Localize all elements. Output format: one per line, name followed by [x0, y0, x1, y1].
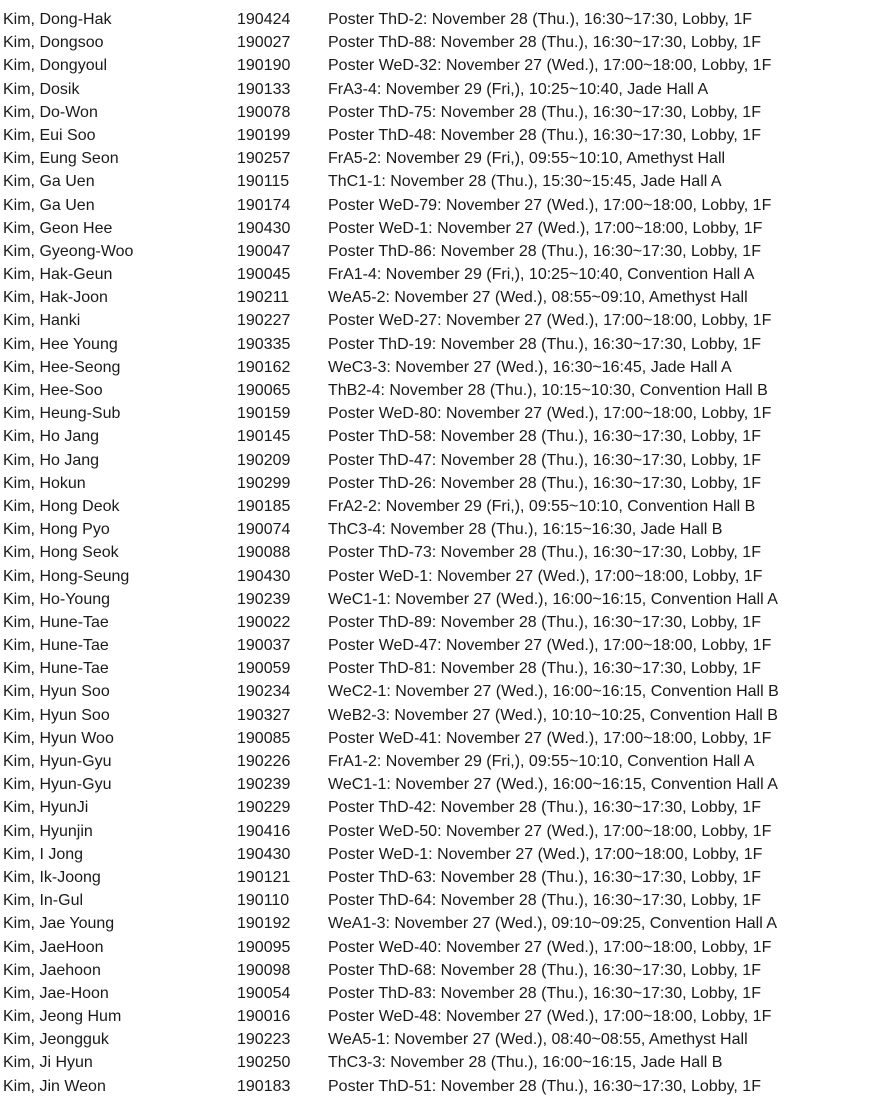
- session-info: Poster ThD-68: November 28 (Thu.), 16:30~17:30, Lobby, 1F: [328, 961, 761, 979]
- paper-id: 190098: [237, 961, 291, 979]
- session-info: WeC3-3: November 27 (Wed.), 16:30~16:45, Jade Hall A: [328, 358, 732, 376]
- author-name: Kim, HyunJi: [3, 799, 89, 817]
- session-info: Poster ThD-48: November 28 (Thu.), 16:30~17:30, Lobby, 1F: [328, 126, 761, 144]
- session-info: WeB2-3: November 27 (Wed.), 10:10~10:25, Convention Hall B: [328, 706, 778, 724]
- session-info: Poster WeD-48: November 27 (Wed.), 17:00~18:00, Lobby, 1F: [328, 1008, 772, 1026]
- table-row: [0, 333, 880, 356]
- paper-id: 190430: [237, 845, 291, 863]
- author-name: Kim, Hanki: [3, 312, 81, 330]
- author-name: Kim, Ik-Joong: [3, 868, 101, 886]
- table-row: [0, 1005, 880, 1028]
- session-info: Poster WeD-80: November 27 (Wed.), 17:00~18:00, Lobby, 1F: [328, 405, 772, 423]
- author-name: Kim, Jin Weon: [3, 1077, 106, 1095]
- table-row: [0, 912, 880, 935]
- table-row: [0, 611, 880, 634]
- session-info: Poster ThD-26: November 28 (Thu.), 16:30~17:30, Lobby, 1F: [328, 474, 761, 492]
- paper-id: 190183: [237, 1077, 291, 1095]
- session-info: Poster ThD-51: November 28 (Thu.), 16:30~17:30, Lobby, 1F: [328, 1077, 761, 1095]
- table-row: [0, 124, 880, 147]
- paper-id: 190416: [237, 822, 291, 840]
- session-info: Poster ThD-58: November 28 (Thu.), 16:30~17:30, Lobby, 1F: [328, 428, 761, 446]
- paper-id: 190227: [237, 312, 291, 330]
- session-info: Poster ThD-63: November 28 (Thu.), 16:30~17:30, Lobby, 1F: [328, 868, 761, 886]
- session-info: Poster WeD-1: November 27 (Wed.), 17:00~18:00, Lobby, 1F: [328, 845, 763, 863]
- session-info: Poster WeD-1: November 27 (Wed.), 17:00~18:00, Lobby, 1F: [328, 567, 763, 585]
- author-name: Kim, Ga Uen: [3, 196, 95, 214]
- table-row: [0, 402, 880, 425]
- session-info: Poster WeD-50: November 27 (Wed.), 17:00~18:00, Lobby, 1F: [328, 822, 772, 840]
- session-info: ThC3-4: November 28 (Thu.), 16:15~16:30, Jade Hall B: [328, 521, 723, 539]
- session-info: Poster WeD-27: November 27 (Wed.), 17:00~18:00, Lobby, 1F: [328, 312, 772, 330]
- paper-id: 190145: [237, 428, 291, 446]
- author-name: Kim, Hune-Tae: [3, 613, 109, 631]
- paper-id: 190250: [237, 1054, 291, 1072]
- paper-id: 190430: [237, 567, 291, 585]
- table-row: [0, 54, 880, 77]
- paper-id: 190121: [237, 868, 291, 886]
- paper-id: 190190: [237, 57, 291, 75]
- table-row: [0, 820, 880, 843]
- table-row: [0, 541, 880, 564]
- author-name: Kim, Ho Jang: [3, 428, 100, 446]
- author-name: Kim, Ho Jang: [3, 451, 100, 469]
- paper-id: 190335: [237, 335, 291, 353]
- table-row: [0, 472, 880, 495]
- author-name: Kim, Hak-Geun: [3, 266, 113, 284]
- session-info: FrA1-4: November 29 (Fri,), 10:25~10:40, Convention Hall A: [328, 266, 755, 284]
- session-info: WeC2-1: November 27 (Wed.), 16:00~16:15, Convention Hall B: [328, 683, 779, 701]
- table-row: [0, 286, 880, 309]
- paper-id: 190424: [237, 11, 291, 28]
- author-name: Kim, Jae-Hoon: [3, 984, 109, 1002]
- table-row: [0, 866, 880, 889]
- table-row: [0, 588, 880, 611]
- paper-id: 190059: [237, 660, 291, 678]
- author-name: Kim, Hong Seok: [3, 544, 119, 562]
- author-name: Kim, Dongyoul: [3, 57, 108, 75]
- paper-id: 190159: [237, 405, 291, 423]
- session-info: Poster ThD-81: November 28 (Thu.), 16:30~17:30, Lobby, 1F: [328, 660, 761, 678]
- paper-id: 190199: [237, 126, 291, 144]
- session-info: FrA5-2: November 29 (Fri,), 09:55~10:10, Amethyst Hall: [328, 150, 726, 168]
- table-row: [0, 982, 880, 1005]
- paper-id: 190133: [237, 80, 291, 98]
- table-row: [0, 240, 880, 263]
- paper-id: 190095: [237, 938, 291, 956]
- session-info: Poster WeD-32: November 27 (Wed.), 17:00~18:00, Lobby, 1F: [328, 57, 772, 75]
- session-info: WeA5-1: November 27 (Wed.), 08:40~08:55, Amethyst Hall: [328, 1031, 748, 1049]
- session-info: WeC1-1: November 27 (Wed.), 16:00~16:15, Convention Hall A: [328, 590, 778, 608]
- table-row: [0, 773, 880, 796]
- author-name: Kim, Eui Soo: [3, 126, 96, 144]
- author-name: Kim, Ho-Young: [3, 590, 111, 608]
- author-name: Kim, Dong-Hak: [3, 11, 112, 28]
- table-row: [0, 704, 880, 727]
- author-name: Kim, Hyun Soo: [3, 706, 110, 724]
- author-name: Kim, Do-Won: [3, 103, 98, 121]
- paper-id: 190185: [237, 497, 291, 515]
- paper-id: 190192: [237, 915, 291, 933]
- paper-id: 190211: [237, 289, 290, 307]
- author-name: Kim, Jae Young: [3, 915, 115, 933]
- author-name: Kim, Hee-Seong: [3, 358, 121, 376]
- session-info: Poster ThD-89: November 28 (Thu.), 16:30~17:30, Lobby, 1F: [328, 613, 761, 631]
- table-row: [0, 78, 880, 101]
- session-info: Poster WeD-41: November 27 (Wed.), 17:00~18:00, Lobby, 1F: [328, 729, 772, 747]
- paper-id: 190054: [237, 984, 291, 1002]
- author-name: Kim, Geon Hee: [3, 219, 113, 237]
- table-row: [0, 796, 880, 819]
- author-name: Kim, Hee-Soo: [3, 382, 103, 399]
- table-row: [0, 425, 880, 448]
- session-info: Poster WeD-1: November 27 (Wed.), 17:00~18:00, Lobby, 1F: [328, 219, 763, 237]
- session-info: ThC1-1: November 28 (Thu.), 15:30~15:45, Jade Hall A: [328, 173, 722, 191]
- table-row: [0, 1051, 880, 1074]
- author-name: Kim, Hong Pyo: [3, 521, 110, 539]
- table-row: [0, 657, 880, 680]
- session-info: Poster ThD-73: November 28 (Thu.), 16:30~17:30, Lobby, 1F: [328, 544, 761, 562]
- paper-id: 190022: [237, 613, 291, 631]
- session-info: FrA2-2: November 29 (Fri,), 09:55~10:10, Convention Hall B: [328, 497, 756, 515]
- author-name: Kim, Dosik: [3, 80, 80, 98]
- session-info: FrA3-4: November 29 (Fri,), 10:25~10:40, Jade Hall A: [328, 80, 709, 98]
- table-row: [0, 31, 880, 54]
- author-name: Kim, Hune-Tae: [3, 660, 109, 678]
- table-row: [0, 518, 880, 541]
- table-row: [0, 889, 880, 912]
- paper-id: 190162: [237, 358, 291, 376]
- session-info: Poster ThD-88: November 28 (Thu.), 16:30~17:30, Lobby, 1F: [328, 34, 761, 52]
- table-row: [0, 379, 880, 402]
- paper-id: 190065: [237, 382, 291, 399]
- table-row: [0, 634, 880, 657]
- session-info: Poster WeD-79: November 27 (Wed.), 17:00~18:00, Lobby, 1F: [328, 196, 772, 214]
- paper-id: 190085: [237, 729, 291, 747]
- paper-id: 190115: [237, 173, 290, 191]
- paper-id: 190234: [237, 683, 291, 701]
- paper-id: 190239: [237, 590, 291, 608]
- author-name: Kim, Hyun Woo: [3, 729, 114, 747]
- table-row: [0, 1028, 880, 1051]
- session-info: Poster ThD-86: November 28 (Thu.), 16:30~17:30, Lobby, 1F: [328, 242, 761, 260]
- table-row: [0, 750, 880, 773]
- table-row: [0, 356, 880, 379]
- session-info: Poster ThD-83: November 28 (Thu.), 16:30~17:30, Lobby, 1F: [328, 984, 761, 1002]
- paper-id: 190037: [237, 637, 291, 655]
- session-info: FrA1-2: November 29 (Fri,), 09:55~10:10, Convention Hall A: [328, 753, 755, 770]
- author-name: Kim, Hak-Joon: [3, 289, 108, 307]
- author-name: Kim, Hokun: [3, 474, 86, 492]
- session-info: Poster ThD-64: November 28 (Thu.), 16:30~17:30, Lobby, 1F: [328, 892, 761, 910]
- paper-id: 190239: [237, 776, 291, 794]
- paper-id: 190016: [237, 1008, 291, 1026]
- table-row: [0, 680, 880, 703]
- paper-id: 190229: [237, 799, 291, 817]
- author-name: Kim, JaeHoon: [3, 938, 104, 956]
- author-name: Kim, Hyun-Gyu: [3, 776, 112, 794]
- session-info: Poster ThD-75: November 28 (Thu.), 16:30~17:30, Lobby, 1F: [328, 103, 761, 121]
- table-row: [0, 959, 880, 982]
- session-info: Poster ThD-42: November 28 (Thu.), 16:30~17:30, Lobby, 1F: [328, 799, 761, 817]
- author-name: Kim, Hyunjin: [3, 822, 93, 840]
- author-name: Kim, Hyun-Gyu: [3, 753, 112, 770]
- session-info: Poster ThD-47: November 28 (Thu.), 16:30~17:30, Lobby, 1F: [328, 451, 761, 469]
- author-name: Kim, Hyun Soo: [3, 683, 110, 701]
- session-info: Poster WeD-47: November 27 (Wed.), 17:00~18:00, Lobby, 1F: [328, 637, 772, 655]
- paper-id: 190327: [237, 706, 291, 724]
- table-row: [0, 147, 880, 170]
- table-row: [0, 727, 880, 750]
- session-info: Poster ThD-19: November 28 (Thu.), 16:30~17:30, Lobby, 1F: [328, 335, 761, 353]
- session-info: ThB2-4: November 28 (Thu.), 10:15~10:30, Convention Hall B: [328, 382, 768, 399]
- author-name: Kim, Jaehoon: [3, 961, 101, 979]
- paper-id: 190430: [237, 219, 291, 237]
- author-name: Kim, Hee Young: [3, 335, 118, 353]
- table-row: [0, 8, 880, 31]
- author-name: Kim, Eung Seon: [3, 150, 119, 168]
- author-name: Kim, Ga Uen: [3, 173, 95, 191]
- author-name: Kim, Hune-Tae: [3, 637, 109, 655]
- table-row: [0, 194, 880, 217]
- session-info: WeC1-1: November 27 (Wed.), 16:00~16:15, Convention Hall A: [328, 776, 778, 794]
- paper-id: 190226: [237, 753, 291, 770]
- session-info: WeA5-2: November 27 (Wed.), 08:55~09:10, Amethyst Hall: [328, 289, 748, 307]
- author-name: Kim, Hong Deok: [3, 497, 120, 515]
- paper-id: 190257: [237, 150, 291, 168]
- paper-id: 190074: [237, 521, 291, 539]
- table-row: [0, 217, 880, 240]
- author-name: Kim, In-Gul: [3, 892, 84, 910]
- paper-id: 190088: [237, 544, 291, 562]
- author-name: Kim, I Jong: [3, 845, 84, 863]
- session-info: WeA1-3: November 27 (Wed.), 09:10~09:25, Convention Hall A: [328, 915, 777, 933]
- session-info: ThC3-3: November 28 (Thu.), 16:00~16:15, Jade Hall B: [328, 1054, 723, 1072]
- paper-id: 190047: [237, 242, 291, 260]
- session-info: Poster ThD-2: November 28 (Thu.), 16:30~17:30, Lobby, 1F: [328, 11, 753, 28]
- table-row: [0, 495, 880, 518]
- author-name: Kim, Jeongguk: [3, 1031, 109, 1049]
- paper-id: 190078: [237, 103, 291, 121]
- table-row: [0, 449, 880, 472]
- session-info: Poster WeD-40: November 27 (Wed.), 17:00~18:00, Lobby, 1F: [328, 938, 772, 956]
- paper-id: 190209: [237, 451, 291, 469]
- table-row: [0, 263, 880, 286]
- table-row: [0, 101, 880, 124]
- table-row: [0, 309, 880, 332]
- paper-id: 190027: [237, 34, 291, 52]
- table-row: [0, 1075, 880, 1098]
- paper-id: 190174: [237, 196, 291, 214]
- author-name: Kim, Heung-Sub: [3, 405, 121, 423]
- author-name: Kim, Dongsoo: [3, 34, 104, 52]
- table-row: [0, 936, 880, 959]
- paper-id: 190223: [237, 1031, 291, 1049]
- table-row: [0, 565, 880, 588]
- paper-id: 190110: [237, 892, 290, 910]
- table-row: [0, 170, 880, 193]
- paper-id: 190045: [237, 266, 291, 284]
- author-name: Kim, Gyeong-Woo: [3, 242, 134, 260]
- author-name: Kim, Ji Hyun: [3, 1054, 93, 1072]
- table-row: [0, 843, 880, 866]
- author-name: Kim, Hong-Seung: [3, 567, 130, 585]
- paper-id: 190299: [237, 474, 291, 492]
- author-name: Kim, Jeong Hum: [3, 1008, 122, 1026]
